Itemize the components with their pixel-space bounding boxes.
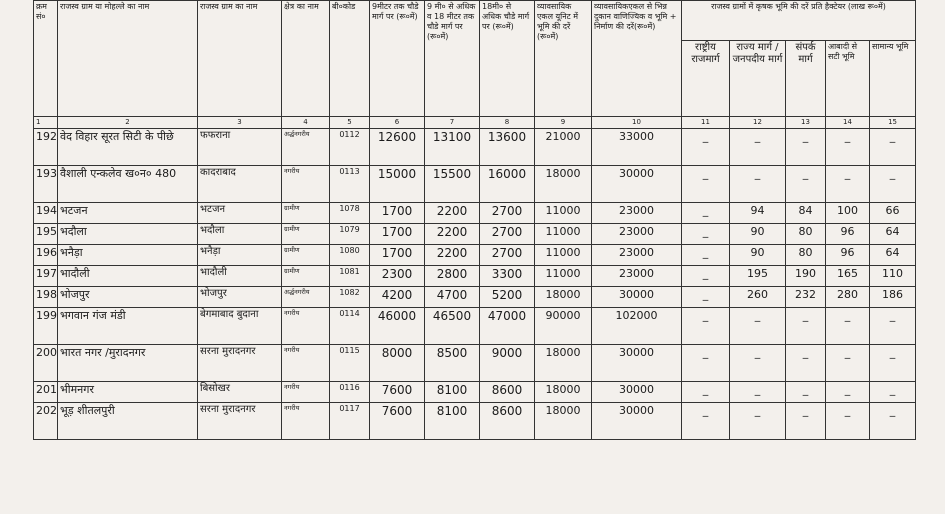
b-code-cell: 0116: [330, 382, 370, 403]
commercial-unit-rate-cell: 18000: [535, 403, 592, 440]
table-row: [34, 345, 916, 382]
general-land-rate-cell: _: [870, 345, 916, 382]
header-commercial-shop: व्यावसायिकएकल से भिन्न दुकान वाणिज्यिक व भूमि + निर्माण की दरें(रू०में): [592, 1, 682, 117]
national-highway-rate-cell: _: [682, 403, 730, 440]
adjoining-habitation-rate-cell: 96: [826, 224, 870, 245]
rate-9-18m-cell: 2200: [425, 245, 480, 266]
revenue-village-cell: भदौला: [198, 224, 282, 245]
adjoining-habitation-rate-cell: 280: [826, 287, 870, 308]
table-row: [34, 245, 916, 266]
area-type-cell: नगरीय: [282, 345, 330, 382]
table-row: [34, 308, 916, 345]
rate-9m-cell: 2300: [370, 266, 425, 287]
adjoining-habitation-rate-cell: _: [826, 403, 870, 440]
link-road-rate-cell: 84: [786, 203, 826, 224]
rate-18m-cell: 13600: [480, 129, 535, 166]
column-number: 4: [282, 117, 330, 129]
area-type-cell: ग्रामीण: [282, 203, 330, 224]
table-body: [34, 129, 916, 440]
rate-9m-cell: 4200: [370, 287, 425, 308]
b-code-cell: 0117: [330, 403, 370, 440]
link-road-rate-cell: _: [786, 382, 826, 403]
village-name-cell: वैशाली एन्कलेव ख०न० 480: [58, 166, 198, 203]
rate-9-18m-cell: 2200: [425, 224, 480, 245]
commercial-unit-rate-cell: 18000: [535, 345, 592, 382]
circle-rate-table: [33, 0, 916, 440]
rate-18m-cell: 2700: [480, 203, 535, 224]
commercial-shop-rate-cell: 30000: [592, 166, 682, 203]
column-number: 7: [425, 117, 480, 129]
rate-9-18m-cell: 4700: [425, 287, 480, 308]
column-number: 9: [535, 117, 592, 129]
serial-number-cell: 200: [34, 345, 58, 382]
general-land-rate-cell: 66: [870, 203, 916, 224]
rate-18m-cell: 5200: [480, 287, 535, 308]
serial-number-cell: 199: [34, 308, 58, 345]
serial-number-cell: 193: [34, 166, 58, 203]
rate-9-18m-cell: 2800: [425, 266, 480, 287]
revenue-village-cell: बिसोखर: [198, 382, 282, 403]
rate-18m-cell: 8600: [480, 403, 535, 440]
adjoining-habitation-rate-cell: 96: [826, 245, 870, 266]
column-number: 2: [58, 117, 198, 129]
link-road-rate-cell: 80: [786, 224, 826, 245]
commercial-shop-rate-cell: 23000: [592, 245, 682, 266]
header-commercial-unit: व्यावसायिक एकल यूनिट में भूमि की दरें (रू०में): [535, 1, 592, 117]
national-highway-rate-cell: _: [682, 166, 730, 203]
serial-number-cell: 196: [34, 245, 58, 266]
header-road-9m: 9मीटर तक चौडे मार्ग पर (रू०में): [370, 1, 425, 117]
header-link-road: संपर्क मार्ग: [786, 41, 826, 117]
village-name-cell: भदौला: [58, 224, 198, 245]
adjoining-habitation-rate-cell: _: [826, 308, 870, 345]
adjoining-habitation-rate-cell: _: [826, 166, 870, 203]
area-type-cell: नगरीय: [282, 166, 330, 203]
rate-9-18m-cell: 46500: [425, 308, 480, 345]
village-name-cell: भनैड़ा: [58, 245, 198, 266]
national-highway-rate-cell: _: [682, 203, 730, 224]
commercial-unit-rate-cell: 18000: [535, 166, 592, 203]
header-b-code: बी०कोड: [330, 1, 370, 117]
column-number: 11: [682, 117, 730, 129]
column-number: 5: [330, 117, 370, 129]
state-highway-rate-cell: _: [730, 166, 786, 203]
rate-18m-cell: 2700: [480, 245, 535, 266]
column-number: 3: [198, 117, 282, 129]
header-general-land: सामान्य भूमि: [870, 41, 916, 117]
commercial-unit-rate-cell: 21000: [535, 129, 592, 166]
commercial-unit-rate-cell: 11000: [535, 224, 592, 245]
link-road-rate-cell: _: [786, 129, 826, 166]
revenue-village-cell: भादौली: [198, 266, 282, 287]
rate-9-18m-cell: 8100: [425, 382, 480, 403]
general-land-rate-cell: 64: [870, 245, 916, 266]
rate-9m-cell: 7600: [370, 403, 425, 440]
rate-9m-cell: 1700: [370, 203, 425, 224]
area-type-cell: अर्द्धनगरीय: [282, 129, 330, 166]
rate-18m-cell: 2700: [480, 224, 535, 245]
table-row: [34, 224, 916, 245]
rate-18m-cell: 8600: [480, 382, 535, 403]
area-type-cell: ग्रामीण: [282, 245, 330, 266]
serial-number-cell: 201: [34, 382, 58, 403]
rate-9m-cell: 46000: [370, 308, 425, 345]
column-number: 10: [592, 117, 682, 129]
revenue-village-cell: भटजन: [198, 203, 282, 224]
commercial-unit-rate-cell: 90000: [535, 308, 592, 345]
link-road-rate-cell: _: [786, 308, 826, 345]
rate-18m-cell: 47000: [480, 308, 535, 345]
state-highway-rate-cell: _: [730, 345, 786, 382]
national-highway-rate-cell: _: [682, 129, 730, 166]
revenue-village-cell: भोजपुर: [198, 287, 282, 308]
general-land-rate-cell: _: [870, 129, 916, 166]
area-type-cell: ग्रामीण: [282, 266, 330, 287]
rate-9m-cell: 15000: [370, 166, 425, 203]
revenue-village-cell: भनैड़ा: [198, 245, 282, 266]
table-row: [34, 129, 916, 166]
b-code-cell: 0113: [330, 166, 370, 203]
rate-18m-cell: 16000: [480, 166, 535, 203]
b-code-cell: 1081: [330, 266, 370, 287]
adjoining-habitation-rate-cell: 165: [826, 266, 870, 287]
village-name-cell: भोजपुर: [58, 287, 198, 308]
revenue-village-cell: फफराना: [198, 129, 282, 166]
commercial-shop-rate-cell: 30000: [592, 403, 682, 440]
general-land-rate-cell: 64: [870, 224, 916, 245]
serial-number-cell: 195: [34, 224, 58, 245]
commercial-unit-rate-cell: 11000: [535, 203, 592, 224]
rate-9-18m-cell: 13100: [425, 129, 480, 166]
area-type-cell: नगरीय: [282, 403, 330, 440]
rate-9m-cell: 12600: [370, 129, 425, 166]
rate-9m-cell: 7600: [370, 382, 425, 403]
general-land-rate-cell: 110: [870, 266, 916, 287]
rate-9-18m-cell: 15500: [425, 166, 480, 203]
rate-9m-cell: 8000: [370, 345, 425, 382]
national-highway-rate-cell: _: [682, 266, 730, 287]
table-row: [34, 382, 916, 403]
column-number: 12: [730, 117, 786, 129]
national-highway-rate-cell: _: [682, 308, 730, 345]
link-road-rate-cell: 80: [786, 245, 826, 266]
revenue-village-cell: सरना मुरादनगर: [198, 403, 282, 440]
village-name-cell: भूड़ शीतलपुरी: [58, 403, 198, 440]
commercial-shop-rate-cell: 30000: [592, 345, 682, 382]
rate-9m-cell: 1700: [370, 224, 425, 245]
national-highway-rate-cell: _: [682, 245, 730, 266]
commercial-shop-rate-cell: 23000: [592, 203, 682, 224]
table-row: [34, 166, 916, 203]
village-name-cell: भारत नगर /मुरादनगर: [58, 345, 198, 382]
serial-number-cell: 197: [34, 266, 58, 287]
rate-9-18m-cell: 2200: [425, 203, 480, 224]
header-agri-group: राजस्व ग्रामों में कृषक भूमि की दरें प्रति हैक्टेयर (लाख रू०में): [682, 1, 916, 41]
state-highway-rate-cell: _: [730, 129, 786, 166]
serial-number-cell: 194: [34, 203, 58, 224]
b-code-cell: 0112: [330, 129, 370, 166]
header-adjoining-habitation: आबादी से सटी भूमि: [826, 41, 870, 117]
rate-18m-cell: 3300: [480, 266, 535, 287]
commercial-shop-rate-cell: 33000: [592, 129, 682, 166]
commercial-shop-rate-cell: 30000: [592, 382, 682, 403]
state-highway-rate-cell: _: [730, 308, 786, 345]
state-highway-rate-cell: 90: [730, 245, 786, 266]
area-type-cell: अर्द्धनगरीय: [282, 287, 330, 308]
general-land-rate-cell: _: [870, 166, 916, 203]
rate-18m-cell: 9000: [480, 345, 535, 382]
header-state-highway: राज्य मार्ग /जनपदीय मार्ग: [730, 41, 786, 117]
header-village-name: राजस्व ग्राम या मोहल्ले का नाम: [58, 1, 198, 117]
b-code-cell: 0114: [330, 308, 370, 345]
commercial-unit-rate-cell: 11000: [535, 245, 592, 266]
link-road-rate-cell: _: [786, 403, 826, 440]
village-name-cell: वेद विहार सूरत सिटी के पीछे: [58, 129, 198, 166]
area-type-cell: नगरीय: [282, 382, 330, 403]
table-row: [34, 287, 916, 308]
b-code-cell: 0115: [330, 345, 370, 382]
state-highway-rate-cell: 94: [730, 203, 786, 224]
village-name-cell: भटजन: [58, 203, 198, 224]
state-highway-rate-cell: 90: [730, 224, 786, 245]
state-highway-rate-cell: _: [730, 403, 786, 440]
general-land-rate-cell: _: [870, 382, 916, 403]
commercial-shop-rate-cell: 30000: [592, 287, 682, 308]
revenue-village-cell: कादराबाद: [198, 166, 282, 203]
commercial-shop-rate-cell: 23000: [592, 266, 682, 287]
table-row: [34, 203, 916, 224]
state-highway-rate-cell: 195: [730, 266, 786, 287]
general-land-rate-cell: 186: [870, 287, 916, 308]
area-type-cell: ग्रामीण: [282, 224, 330, 245]
rate-9-18m-cell: 8500: [425, 345, 480, 382]
link-road-rate-cell: _: [786, 345, 826, 382]
village-name-cell: भगवान गंज मंडी: [58, 308, 198, 345]
state-highway-rate-cell: _: [730, 382, 786, 403]
header-road-18m: 18मी० से अधिक चौडे मार्ग पर (रू०में): [480, 1, 535, 117]
header-national-highway: राष्ट्रीय राजमार्ग: [682, 41, 730, 117]
serial-number-cell: 198: [34, 287, 58, 308]
header-road-9-18m: 9 मी० से अधिक व 18 मीटर तक चौडे मार्ग पर (रू०में): [425, 1, 480, 117]
column-number: 14: [826, 117, 870, 129]
column-number: 1: [34, 117, 58, 129]
column-number: 13: [786, 117, 826, 129]
commercial-unit-rate-cell: 18000: [535, 382, 592, 403]
village-name-cell: भीमनगर: [58, 382, 198, 403]
b-code-cell: 1078: [330, 203, 370, 224]
commercial-unit-rate-cell: 18000: [535, 287, 592, 308]
national-highway-rate-cell: _: [682, 224, 730, 245]
commercial-shop-rate-cell: 23000: [592, 224, 682, 245]
revenue-village-cell: बेगमाबाद बुदाना: [198, 308, 282, 345]
village-name-cell: भादौली: [58, 266, 198, 287]
b-code-cell: 1080: [330, 245, 370, 266]
table-row: [34, 266, 916, 287]
revenue-village-cell: सरना मुरादनगर: [198, 345, 282, 382]
column-number: 8: [480, 117, 535, 129]
national-highway-rate-cell: _: [682, 382, 730, 403]
column-number: 6: [370, 117, 425, 129]
link-road-rate-cell: _: [786, 166, 826, 203]
link-road-rate-cell: 190: [786, 266, 826, 287]
adjoining-habitation-rate-cell: _: [826, 345, 870, 382]
general-land-rate-cell: _: [870, 403, 916, 440]
link-road-rate-cell: 232: [786, 287, 826, 308]
serial-number-cell: 202: [34, 403, 58, 440]
state-highway-rate-cell: 260: [730, 287, 786, 308]
adjoining-habitation-rate-cell: _: [826, 382, 870, 403]
header-serial: क्रम सं०: [34, 1, 58, 117]
b-code-cell: 1082: [330, 287, 370, 308]
table-row: [34, 403, 916, 440]
serial-number-cell: 192: [34, 129, 58, 166]
column-number: 15: [870, 117, 916, 129]
adjoining-habitation-rate-cell: _: [826, 129, 870, 166]
national-highway-rate-cell: _: [682, 345, 730, 382]
rate-9-18m-cell: 8100: [425, 403, 480, 440]
commercial-unit-rate-cell: 11000: [535, 266, 592, 287]
header-revenue-village: राजस्व ग्राम का नाम: [198, 1, 282, 117]
national-highway-rate-cell: _: [682, 287, 730, 308]
column-number-row: [34, 117, 916, 129]
rate-9m-cell: 1700: [370, 245, 425, 266]
commercial-shop-rate-cell: 102000: [592, 308, 682, 345]
header-area-type: क्षेत्र का नाम: [282, 1, 330, 117]
general-land-rate-cell: _: [870, 308, 916, 345]
area-type-cell: नगरीय: [282, 308, 330, 345]
b-code-cell: 1079: [330, 224, 370, 245]
adjoining-habitation-rate-cell: 100: [826, 203, 870, 224]
